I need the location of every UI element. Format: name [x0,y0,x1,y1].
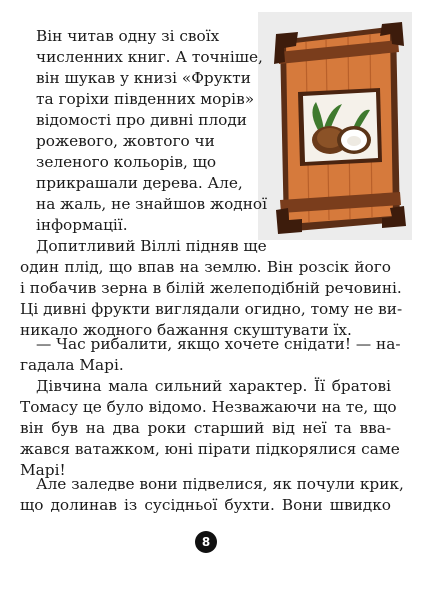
text-line: прикрашали дерева. Але, [36,174,243,192]
text-line: Але заледве вони підвелися, як почули крик, [36,475,404,493]
paragraph-2 [20,236,403,341]
paragraph-4 [20,376,400,481]
text-line: один плід, що впав на землю. Він розсік його [20,258,391,276]
text-line: Він читав одну зі своїх [36,27,220,45]
text-line: Марі! [20,461,66,479]
text-line: жався ватажком, юні пірати підкорялися саме [20,440,400,458]
text-line: Ці дивні фрукти виглядали огидно, тому не ви- [20,300,403,318]
text-line: Дівчина мала сильний характер. Її братові [36,377,391,395]
text-line: та горіхи південних морів» [36,90,255,108]
text-line: він був на два роки старший від неї та вва- [20,419,391,437]
text-line: він шукав у книзі «Фрукти [36,69,251,87]
text-line: численних книг. А точніше, [36,48,263,66]
text-line: що долинав із сусідньої бухти. Вони швидко [20,496,391,514]
text-line: Томасу це було відомо. Незважаючи на те, що [20,398,397,416]
paragraph-5 [20,474,404,516]
text-line: — Час рибалити, якщо хочете снідати! — на- [36,335,401,353]
text-line: відомості про дивні плоди [36,111,247,129]
paragraph-3 [20,334,401,376]
page-number: 8 [195,531,217,553]
text-line: зеленого кольорів, що [36,153,217,171]
text-line: никало жодного бажання скуштувати їх. [20,321,352,339]
text-line: Допитливий Віллі підняв ще [36,237,267,255]
text-line: інформації. [36,216,128,234]
text-line: на жаль, не знайшов жодної [36,195,268,213]
text-line: рожевого, жовтого чи [36,132,215,150]
text-line: гадала Марі. [20,356,124,374]
paragraph-1 [36,26,391,236]
text-line: і побачив зерна в білій желеподібній речовині. [20,279,402,297]
